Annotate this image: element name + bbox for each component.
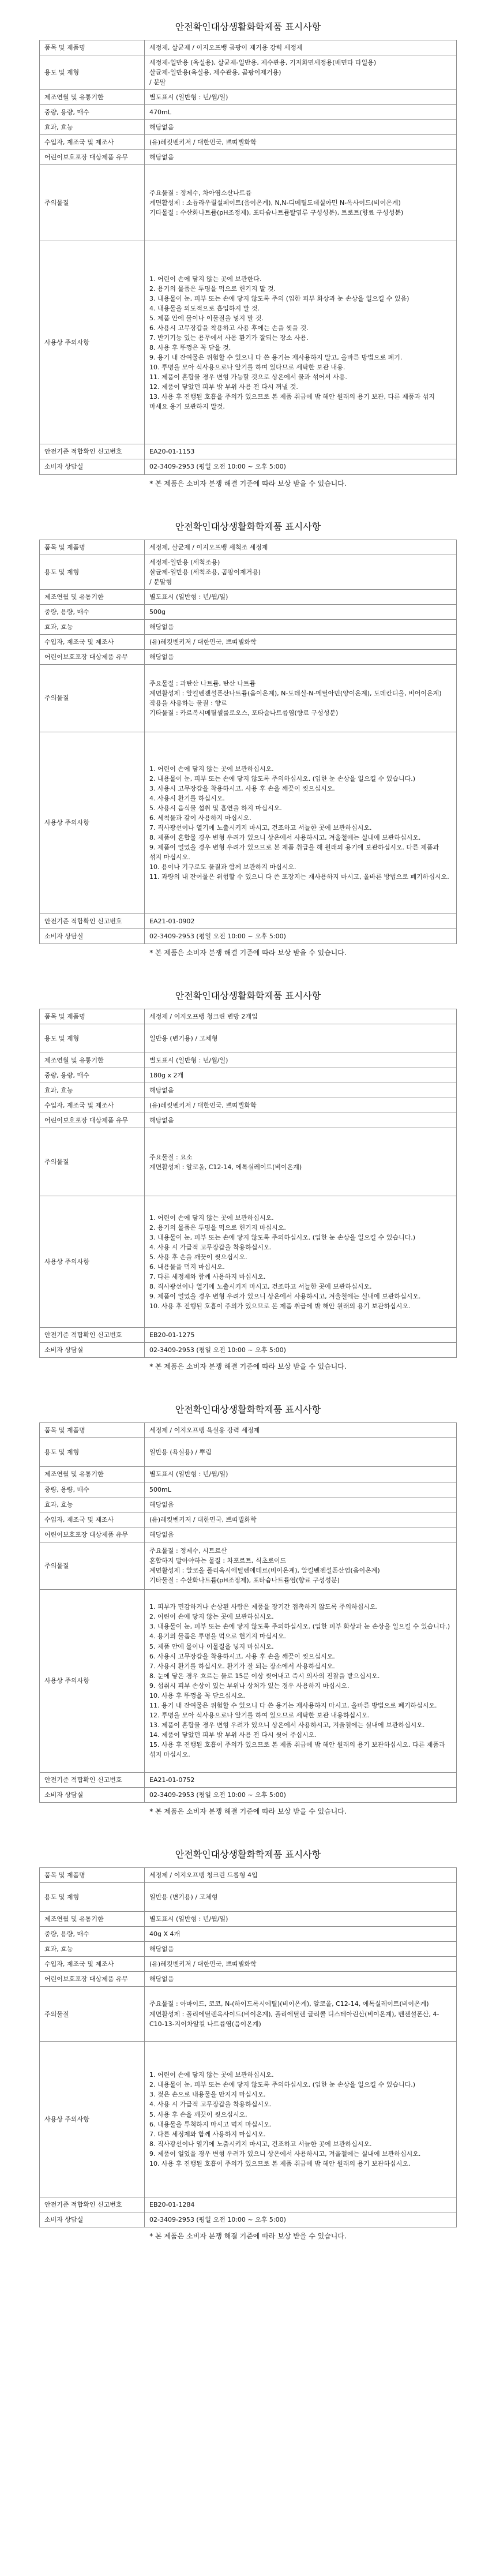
row-value: 500g (145, 604, 457, 619)
section-title: 안전확인대상생활화학제품 표시사항 (175, 1404, 321, 1416)
row-label: 수입자, 제조국 및 제조사 (40, 1512, 145, 1527)
row-value: 주요물질 : 과탄산 나트륨, 탄산 나트륨 계면활성제 : 알킬벤젠설폰산나트륨(음이온계), N-도데실-N-메틸아민(양이온계), 도데칸디올, 비어이온계) 작용을 사용하는 물질 : 향료 기타물질 : 카르복시메틸셀룰로오스, 포타슘나트륨염(향료 구성성분) (145, 664, 457, 732)
row-value: 02-3409-2953 (평일 오전 10:00 ~ 오후 5:00) (145, 459, 457, 474)
table-row (40, 90, 457, 105)
table-row (40, 1512, 457, 1527)
table-row (40, 1343, 457, 1358)
label-table (39, 1867, 457, 2227)
row-value: 주요물질 : 요소 계면활성제 : 알코올, C12-14, 에톡실레이트(비이온계) (145, 1128, 457, 1196)
row-label: 주의물질 (40, 1987, 145, 2042)
row-label: 주의물질 (40, 165, 145, 241)
table-row (40, 241, 457, 444)
row-value: 02-3409-2953 (평일 오전 10:00 ~ 오후 5:00) (145, 2212, 457, 2227)
table-row (40, 555, 457, 589)
table-row (40, 928, 457, 943)
row-label: 사용상 주의사항 (40, 2042, 145, 2197)
table-row (40, 1926, 457, 1941)
row-value: 해당없음 (145, 1527, 457, 1542)
table-row (40, 1482, 457, 1497)
row-label: 소비자 상담실 (40, 2212, 145, 2227)
table-row (40, 664, 457, 732)
row-value: EB20-01-1284 (145, 2197, 457, 2212)
row-label: 어린이보호포장 대상제품 유무 (40, 1113, 145, 1128)
row-value: 일반용 (욕실용) / 뿌림 (145, 1438, 457, 1467)
row-label: 수입자, 제조국 및 제조사 (40, 135, 145, 150)
table-row (40, 913, 457, 928)
table-row (40, 634, 457, 649)
row-value: EB20-01-1275 (145, 1328, 457, 1343)
table-row (40, 540, 457, 555)
row-value: 해당없음 (145, 619, 457, 634)
row-value: 1. 어린이 손에 닿지 않는 곳에 보관하십시오. 2. 용기의 물품은 투명을 먹으로 헌기지 마십시오. 3. 내용물이 눈, 피부 또는 손에 닿지 않도록 주의하십시오. (입한 눈 손상을 일으킬 수 있습니다.) 4. 사용 시 가급적 고무장갑을 착용하십시오. 5. 사용 후 손을 깨끗이 씻으십시오. 6. 내용물을 먹지 마십시오. 7. 다른 세정제와 함께 사용하지 마십시오. 8. 직사광선이나 열기에 노출시키지 마시고, 건조하고 서늘한 곳에 보관하십시오. 9. 제품이 얼었을 경우 변형 우려가 있으니 상온에서 사용하시고, 겨울철에는 실내에 보관하십시오. 10. 사용 후 진행된 호흡이 주의가 있으므로 본 제품 취급에 밖 해안 원래의 용기 보관하십시오. (145, 1196, 457, 1328)
row-value: 일반용 (변기용) / 고체형 (145, 1882, 457, 1911)
row-label: 소비자 상담실 (40, 928, 145, 943)
row-label: 안전기준 적합확인 신고번호 (40, 444, 145, 459)
table-row (40, 1009, 457, 1024)
row-label: 품목 및 제품명 (40, 1423, 145, 1438)
row-value: 별도표시 (일반형 : 년/월/일) (145, 1911, 457, 1926)
row-label: 효과, 효능 (40, 1497, 145, 1512)
label-table (39, 40, 457, 475)
row-value: 해당없음 (145, 120, 457, 135)
section-title: 안전확인대상생활화학제품 표시사항 (175, 1848, 321, 1860)
table-row (40, 1098, 457, 1113)
label-section (39, 1402, 457, 1815)
row-label: 안전기준 적합확인 신고번호 (40, 1328, 145, 1343)
row-value: 세정제-일반용 (세척조용) 살균제-일반용 (세척조용, 곰팡이제거용) / 분말형 (145, 555, 457, 589)
row-label: 중량, 용량, 매수 (40, 604, 145, 619)
row-value: 세정제, 살균제 / 이지오프뱅 세척조 세정제 (145, 540, 457, 555)
row-value: 02-3409-2953 (평일 오전 10:00 ~ 오후 5:00) (145, 928, 457, 943)
table-row (40, 649, 457, 664)
table-row (40, 1772, 457, 1787)
row-value: 세정제 / 이지오프뱅 청크린 변방 2개입 (145, 1009, 457, 1024)
row-label: 사용상 주의사항 (40, 1196, 145, 1328)
table-row (40, 1497, 457, 1512)
label-section (39, 519, 457, 958)
row-value: 별도표시 (일반형 : 년/월/일) (145, 589, 457, 604)
table-row (40, 1956, 457, 1971)
row-value: 180g x 2개 (145, 1068, 457, 1083)
row-label: 제조연월 및 유통기한 (40, 90, 145, 105)
row-label: 중량, 용량, 매수 (40, 1482, 145, 1497)
table-row (40, 1589, 457, 1772)
table-row (40, 105, 457, 120)
table-row (40, 1438, 457, 1467)
row-label: 중량, 용량, 매수 (40, 105, 145, 120)
section-title: 안전확인대상생활화학제품 표시사항 (175, 990, 321, 1002)
section-title: 안전확인대상생활화학제품 표시사항 (175, 21, 321, 32)
row-label: 수입자, 제조국 및 제조사 (40, 1098, 145, 1113)
table-row (40, 55, 457, 90)
row-label: 수입자, 제조국 및 제조사 (40, 1956, 145, 1971)
row-value: EA20-01-1153 (145, 444, 457, 459)
row-label: 소비자 상담실 (40, 459, 145, 474)
row-value: EA21-01-0902 (145, 913, 457, 928)
row-label: 효과, 효능 (40, 120, 145, 135)
table-row (40, 1941, 457, 1956)
row-value: 주요물질 : 정제수, 차아염소산나트륨 계면활성제 : 소듐라우릴설페이트(음이온계), N,N-디메틸도데실아민 N-옥사이드(비이온계) 기타물질 : 수산화나트륨(pH조정제), 포타슘나트륨탈염류 구성성분), 트로트(향료 구성성분) (145, 165, 457, 241)
compensation-note: * 본 제품은 소비자 분쟁 해결 기준에 따라 보상 받을 수 있습니다. (149, 949, 347, 957)
row-value: 1. 피부가 민감하거나 손상된 사람은 제품을 장기간 접촉하지 않도록 주의하십시오. 2. 어린이 손에 닿지 않는 곳에 보관하십시오. 3. 내용물이 눈, 피부 또는 손에 닿지 않도록 주의하십시오. (입한 피부 화상과 눈 손상을 일으킬 수 있습니다.) 4. 용기의 물품은 투명을 먹으로 헌기지 마십시오. 5. 제품 안에 물이나 이물질을 넣지 마십시오. 6. 사용시 고무장갑을 착용하시고, 사용 후 손을 깨끗이 씻으십시오. 7. 사용시 환기를 하십시오. 환기가 잘 되는 장소에서 사용하십시오. 8. 눈에 닿은 경우 흐르는 물로 15분 이상 씻어내고 즉시 의사의 진찰을 받으십시오. 9. 섭취시 피부 손상이 있는 부위나 상처가 있는 경우 사용하지 마십시오. 10. 사용 후 뚜껑을 꼭 닫으십시오. 11. 용기 내 잔여물은 위험할 수 있으니 다 쓴 용기는 재사용하지 마시고, 올바른 방법으로 폐기하십시오. 12. 투명을 모아 식사용으로나 알기를 하여 있으므로 세탁한 보관 내용하십시오. 13. 제품이 혼합물 경우 변형 우려가 있으니 상온에서 사용하시고, 겨울철에는 실내에 보관하십시오. 14. 제품이 닿았던 피부 밖 부위 사용 전 다시 씻어 주십시오. 15. 사용 후 진행된 호흡이 주의가 있으므로 본 제품 취급에 밖 해안 원래의 용기 보관하십시오. 다른 제품과 섞지 마십시오. (145, 1589, 457, 1772)
table-row (40, 1128, 457, 1196)
row-value: 1. 어린이 손에 닿지 않는 곳에 보관하십시오. 2. 내용물이 눈, 피부 또는 손에 닿지 않도록 주의하십시오. (입한 눈 손상을 일으킬 수 있습니다.) 3. 사용시 고무장갑을 착용하시고, 사용 후 손을 깨끗이 씻으십시오. 4. 사용시 환기를 하십시오. 5. 사용시 음식물 섭취 및 흡연을 하지 마십시오. 6. 세척물과 같이 사용하지 마십시오. 7. 직사광선이나 열기에 노출시키지 마시고, 건조하고 서늘한 곳에 보관하십시오. 8. 제품이 혼합물 경우 변형 우려가 있으니 상온에서 사용하시고, 겨울철에는 실내에 보관하십시오. 9. 제품이 얼었을 경우 변형 우려가 있으므로 본 제품 취급을 해 원래의 용기에 보관하십시오. 다른 제품과 섞지 마십시오. 10. 용이나 기구로도 물질과 함께 보관하지 마십시오. 11. 과량의 내 잔여물은 위험할 수 있으니 다 쓴 포장지는 재사용하지 마시고, 올바른 방법으로 폐기하십시오. (145, 732, 457, 913)
label-section (39, 20, 457, 488)
table-row (40, 40, 457, 55)
row-label: 수입자, 제조국 및 제조사 (40, 634, 145, 649)
table-row (40, 1068, 457, 1083)
row-label: 품목 및 제품명 (40, 1009, 145, 1024)
row-value: 해당없음 (145, 1941, 457, 1956)
compensation-note: * 본 제품은 소비자 분쟁 해결 기준에 따라 보상 받을 수 있습니다. (149, 1807, 347, 1815)
row-value: 해당없음 (145, 150, 457, 165)
row-value: 세정제 / 이지오프뱅 욕실용 강력 세정제 (145, 1423, 457, 1438)
compensation-note: * 본 제품은 소비자 분쟁 해결 기준에 따라 보상 받을 수 있습니다. (149, 2232, 347, 2241)
row-label: 제조연월 및 유통기한 (40, 1911, 145, 1926)
row-label: 안전기준 적합확인 신고번호 (40, 1772, 145, 1787)
table-row (40, 1527, 457, 1542)
table-row (40, 1113, 457, 1128)
row-value: 세정제 / 이지오프뱅 청크린 드롭형 4입 (145, 1867, 457, 1882)
row-value: 일반용 (변기용) / 고체형 (145, 1024, 457, 1053)
table-row (40, 1328, 457, 1343)
row-label: 효과, 효능 (40, 1941, 145, 1956)
table-row (40, 1867, 457, 1882)
table-row (40, 1542, 457, 1589)
table-row (40, 1053, 457, 1068)
row-value: 해당없음 (145, 1113, 457, 1128)
row-label: 주의물질 (40, 664, 145, 732)
table-row (40, 120, 457, 135)
row-label: 용도 및 제형 (40, 55, 145, 90)
row-value: 해당없음 (145, 1972, 457, 1987)
row-label: 소비자 상담실 (40, 1787, 145, 1802)
table-row (40, 2212, 457, 2227)
row-value: 1. 어린이 손에 닿지 않는 곳에 보관한다. 2. 용기의 물품은 투명을 먹으로 헌기지 말 것. 3. 내용물이 눈, 피부 또는 손에 닿지 않도록 주의 (입한 피부 화상과 눈 손상을 일으킬 수 있음) 4. 내용물을 의도적으로 흡입하지 말 것. 5. 제품 안에 물이나 이물질을 넣지 말 것. 6. 사용시 고무장갑을 착용하고 사용 후에는 손을 씻을 것. 7. 반기기능 있는 용무에서 사용 환기가 잘되는 장소 사용. 8. 사용 후 뚜껑은 꼭 닫을 것. 9. 용기 내 잔여물은 위험할 수 있으니 다 쓴 용기는 재사용하지 말고, 올바른 방법으로 폐기. 10. 투명을 모아 식사용으로나 알기를 하며 있다므로 세탁한 보관 내용. 11. 제품이 혼합물 경우 변형 가능할 것으로 상온에서 물과 섞어서 사용. 12. 제품이 닿았던 피부 밖 부위 사용 전 다시 꺼낼 것. 13. 사용 후 진행된 호흡을 주의가 있으므로 본 제품 취급에 밖 해안 원래의 용기 보관, 다른 제품과 섞지 마세요 용기 보관하지 말것. (145, 241, 457, 444)
row-label: 소비자 상담실 (40, 1343, 145, 1358)
row-label: 사용상 주의사항 (40, 241, 145, 444)
table-row (40, 1882, 457, 1911)
table-row (40, 2197, 457, 2212)
table-row (40, 1083, 457, 1098)
row-value: (유)레킷벤키저 / 대한민국, 쁘띠빌화학 (145, 634, 457, 649)
section-title: 안전확인대상생활화학제품 표시사항 (175, 521, 321, 532)
table-row (40, 1911, 457, 1926)
row-value: 세정제-일반용 (욕실용), 살균제-일반용, 제수관용, 기저화면세정용(배면타 타일용) 살균제-일반용(욕실용, 제수관용, 곰팡이제거용) / 분말 (145, 55, 457, 90)
row-label: 효과, 효능 (40, 619, 145, 634)
row-label: 사용상 주의사항 (40, 1589, 145, 1772)
table-row (40, 1787, 457, 1802)
table-row (40, 1024, 457, 1053)
row-label: 어린이보호포장 대상제품 유무 (40, 150, 145, 165)
label-table (39, 1422, 457, 1802)
table-row (40, 619, 457, 634)
row-value: (유)레킷벤키저 / 대한민국, 쁘띠빌화학 (145, 1512, 457, 1527)
row-value: EA21-01-0752 (145, 1772, 457, 1787)
table-row (40, 150, 457, 165)
row-value: 1. 어린이 손에 닿지 않는 곳에 보관하십시오. 2. 내용물이 눈, 피부 또는 손에 닿지 않도록 주의하십시오. (입한 눈 손상을 일으킬 수 있습니다.) 3. 젖은 손으로 내용물을 만지지 마십시오. 4. 사용 시 가급적 고무장갑을 착용하십시오. 5. 사용 후 손을 깨끗이 씻으십시오. 6. 내용물을 투척하지 마시고 먹지 마십시오. 7. 다른 세정제와 함께 사용하지 마십시오. 8. 직사광선이나 열기에 노출시키지 마시고, 건조하고 서늘한 곳에 보관하십시오. 9. 제품이 얼었을 경우 변형 우려가 있으니 상온에서 사용하시고, 겨울철에는 실내에 보관하십시오. 10. 사용 후 진행된 호흡이 주의가 있으므로 본 제품 취급에 밖 해안 원래의 용기 보관하십시오. (145, 2042, 457, 2197)
row-value: 별도표시 (일반형 : 년/월/일) (145, 90, 457, 105)
row-label: 안전기준 적합확인 신고번호 (40, 913, 145, 928)
row-value: 02-3409-2953 (평일 오전 10:00 ~ 오후 5:00) (145, 1343, 457, 1358)
label-table (39, 1009, 457, 1358)
row-label: 용도 및 제형 (40, 555, 145, 589)
row-value: 별도표시 (일반형 : 년/월/일) (145, 1467, 457, 1482)
row-label: 주의물질 (40, 1128, 145, 1196)
table-row (40, 135, 457, 150)
row-value: (유)레킷벤키저 / 대한민국, 쁘띠빌화학 (145, 135, 457, 150)
table-row (40, 589, 457, 604)
row-label: 제조연월 및 유통기한 (40, 589, 145, 604)
row-label: 사용상 주의사항 (40, 732, 145, 913)
row-label: 중량, 용량, 매수 (40, 1926, 145, 1941)
row-label: 어린이보호포장 대상제품 유무 (40, 649, 145, 664)
table-row (40, 1972, 457, 1987)
row-value: (유)레킷벤키저 / 대한민국, 쁘띠빌화학 (145, 1098, 457, 1113)
row-value: 별도표시 (일반형 : 년/월/일) (145, 1053, 457, 1068)
row-label: 중량, 용량, 매수 (40, 1068, 145, 1083)
row-value: 주요물질 : 아마이드, 코코, N-(하이드록시에틸)(비이온계), 알코올, C12-14, 에톡실레이트(비이온계) 계면활성제 : 폴리에틸렌옥사이드(비이온계), 폴리에틸렌 글리콜 디스테아린산(비이온계), 벤젠설폰산, 4-C10-13-지이차알킬 나트륨염(음이온계) (145, 1987, 457, 2042)
label-table (39, 540, 457, 945)
table-row (40, 1423, 457, 1438)
table-row (40, 165, 457, 241)
row-value: 해당없음 (145, 1497, 457, 1512)
row-label: 품목 및 제품명 (40, 1867, 145, 1882)
row-value: (유)레킷벤키저 / 대한민국, 쁘띠빌화학 (145, 1956, 457, 1971)
row-label: 품목 및 제품명 (40, 540, 145, 555)
table-row (40, 604, 457, 619)
table-row (40, 2042, 457, 2197)
table-row (40, 459, 457, 474)
row-label: 어린이보호포장 대상제품 유무 (40, 1527, 145, 1542)
row-label: 주의물질 (40, 1542, 145, 1589)
row-value: 해당없음 (145, 649, 457, 664)
row-value: 02-3409-2953 (평일 오전 10:00 ~ 오후 5:00) (145, 1787, 457, 1802)
row-value: 세정제, 살균제 / 이지오프뱅 곰팡이 제거용 강력 세정제 (145, 40, 457, 55)
row-value: 해당없음 (145, 1083, 457, 1098)
row-label: 제조연월 및 유통기한 (40, 1467, 145, 1482)
row-label: 품목 및 제품명 (40, 40, 145, 55)
table-row (40, 1196, 457, 1328)
compensation-note: * 본 제품은 소비자 분쟁 해결 기준에 따라 보상 받을 수 있습니다. (149, 479, 347, 488)
product-label-document (39, 20, 457, 2241)
row-label: 용도 및 제형 (40, 1882, 145, 1911)
label-section (39, 989, 457, 1371)
row-value: 40g X 4개 (145, 1926, 457, 1941)
row-label: 제조연월 및 유통기한 (40, 1053, 145, 1068)
table-row (40, 444, 457, 459)
row-label: 용도 및 제형 (40, 1438, 145, 1467)
row-label: 효과, 효능 (40, 1083, 145, 1098)
row-value: 470mL (145, 105, 457, 120)
compensation-note: * 본 제품은 소비자 분쟁 해결 기준에 따라 보상 받을 수 있습니다. (149, 1362, 347, 1371)
row-label: 안전기준 적합확인 신고번호 (40, 2197, 145, 2212)
row-value: 500mL (145, 1482, 457, 1497)
table-row (40, 1987, 457, 2042)
row-label: 용도 및 제형 (40, 1024, 145, 1053)
row-label: 어린이보호포장 대상제품 유무 (40, 1972, 145, 1987)
row-value: 주요물질 : 정제수, 시트르산 혼합하지 말아야하는 물질 : 차포르트, 식초로이드 계면활성제 : 알코올 폴리옥시에틸렌에테르(비이온계), 알킬벤젠설폰산염(음이온계) 기타물질 : 수산화나트륨(pH조정제), 포타슘나트륨염(향료 구성성분) (145, 1542, 457, 1589)
table-row (40, 1467, 457, 1482)
label-section (39, 1847, 457, 2241)
table-row (40, 732, 457, 913)
